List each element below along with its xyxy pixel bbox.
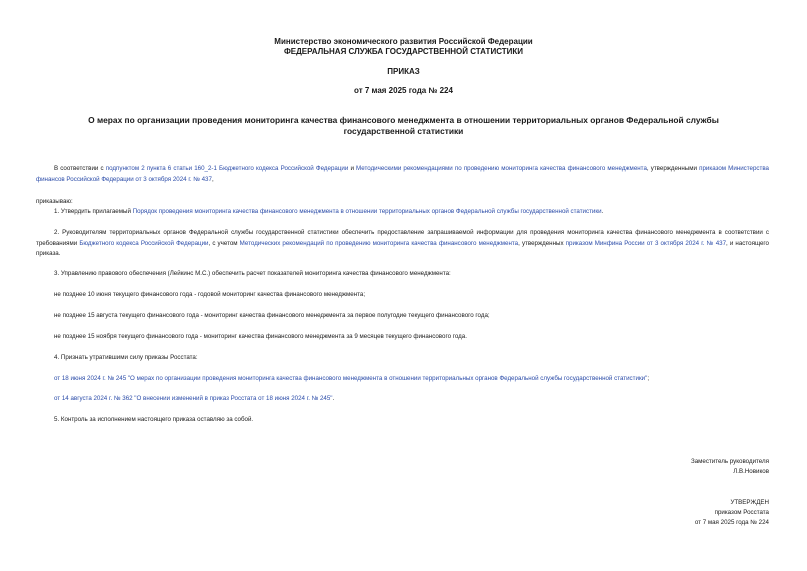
signature-name: Л.В.Новиков (733, 468, 769, 475)
doc-date-number: от 7 мая 2025 года № 224 (354, 86, 453, 95)
doc-type-heading: ПРИКАЗ (387, 67, 420, 76)
preamble-text-3: , утвержденными (646, 165, 700, 172)
preamble-text-2: и (348, 165, 357, 172)
service-heading: ФЕДЕРАЛЬНАЯ СЛУЖБА ГОСУДАРСТВЕННОЙ СТАТИСТИКИ (283, 47, 524, 56)
item-2-text-4: , и настоящего приказа. (36, 239, 769, 258)
item-5: 5. Контроль за исполнением настоящего приказа оставляю за собой. (54, 416, 254, 423)
item-4-sep-2: . (332, 395, 335, 402)
item-2-text-2: , с учетом (208, 239, 240, 247)
approved-by: приказом Росстата (714, 509, 769, 516)
item-2-text-3: , утвержденных (518, 239, 566, 247)
preamble-text-1: В соответствии с (54, 165, 106, 172)
signature-position: Заместитель руководителя (690, 458, 769, 465)
preamble-text-4: , (211, 175, 214, 183)
item-4-entry-2 (54, 394, 334, 405)
link-minfin-order-437[interactable]: приказом Министерства финансов Российской Федерации от 3 октября 2024 г. № 437 (36, 165, 769, 183)
item-3-sub-3: не позднее 15 ноября текущего финансового года - мониторинг качества финансового менеджмента за 9 месяцев текущего финансового года. (54, 333, 467, 340)
item-2 (36, 228, 769, 260)
item-3-intro: 3. Управлению правового обеспечения (Лейкинс М.С.) обеспечить расчет показателей мониторинга качества финансового менеджмента: (54, 270, 451, 277)
link-order-362[interactable]: от 14 августа 2024 г. № 362 "О внесении изменений в приказ Росстата от 18 июня 2024 г. № 245" (54, 395, 333, 402)
order-word: приказываю: (36, 198, 73, 205)
link-methodical-recommendations[interactable]: Методическими рекомендациями по проведению мониторинга качества финансового менеджмента (356, 165, 647, 172)
link-order-245[interactable]: от 18 июня 2024 г. № 245 "О мерах по организации проведения мониторинга качества финансового менеджмента в отношении территориальных органов Федеральной службы государственной статистики" (54, 375, 648, 382)
item-1 (54, 207, 603, 218)
approved-date: от 7 мая 2025 года № 224 (694, 519, 769, 526)
link-budget-code[interactable]: Бюджетного кодекса Российской Федерации (79, 239, 209, 247)
doc-title: О мерах по организации проведения мониторинга качества финансового менеджмента в отношении территориальных органов Федеральной службы государственной статистики (88, 115, 719, 136)
ministry-heading: Министерство экономического развития Российской Федерации (274, 37, 533, 46)
item-3-sub-2: не позднее 15 августа текущего финансового года - мониторинг качества финансового менеджмента за первое полугодие текущего финансового года; (54, 312, 490, 319)
item-3-sub-1: не позднее 10 июня текущего финансового года - годовой мониторинг качества финансового менеджмента; (54, 291, 366, 298)
item-2-text-1: 2. Руководителям территориальных органов Федеральной службы государственной статистики обеспечить предоставление запрашиваемой информации для проведения мониторинга качества финансового менеджмента в соответствии с требованиями (36, 229, 769, 247)
item-1-text-1: 1. Утвердить прилагаемый (54, 208, 133, 215)
link-budget-code-article[interactable]: подпунктом 2 пункта 6 статьи 160_2-1 Бюджетного кодекса Российской Федерации (105, 165, 349, 172)
item-4-intro: 4. Признать утратившими силу приказы Росстата: (54, 354, 198, 361)
item-4-entry-1 (54, 374, 649, 385)
item-4-sep-1: ; (647, 375, 650, 382)
preamble-paragraph (36, 164, 769, 185)
approved-label: УТВЕРЖДЕН (730, 499, 769, 506)
link-minfin-order-437-2[interactable]: приказом Минфина России от 3 октября 2024 г. № 437 (565, 239, 727, 247)
link-methodical-recommendations-2[interactable]: Методических рекомендаций по проведению мониторинга качества финансового менеджмента (239, 239, 519, 247)
item-1-text-2: . (601, 208, 604, 215)
link-monitoring-procedure[interactable]: Порядок проведения мониторинга качества финансового менеджмента в отношении территориальных органов Федеральной службы государственной статистики (132, 208, 602, 215)
